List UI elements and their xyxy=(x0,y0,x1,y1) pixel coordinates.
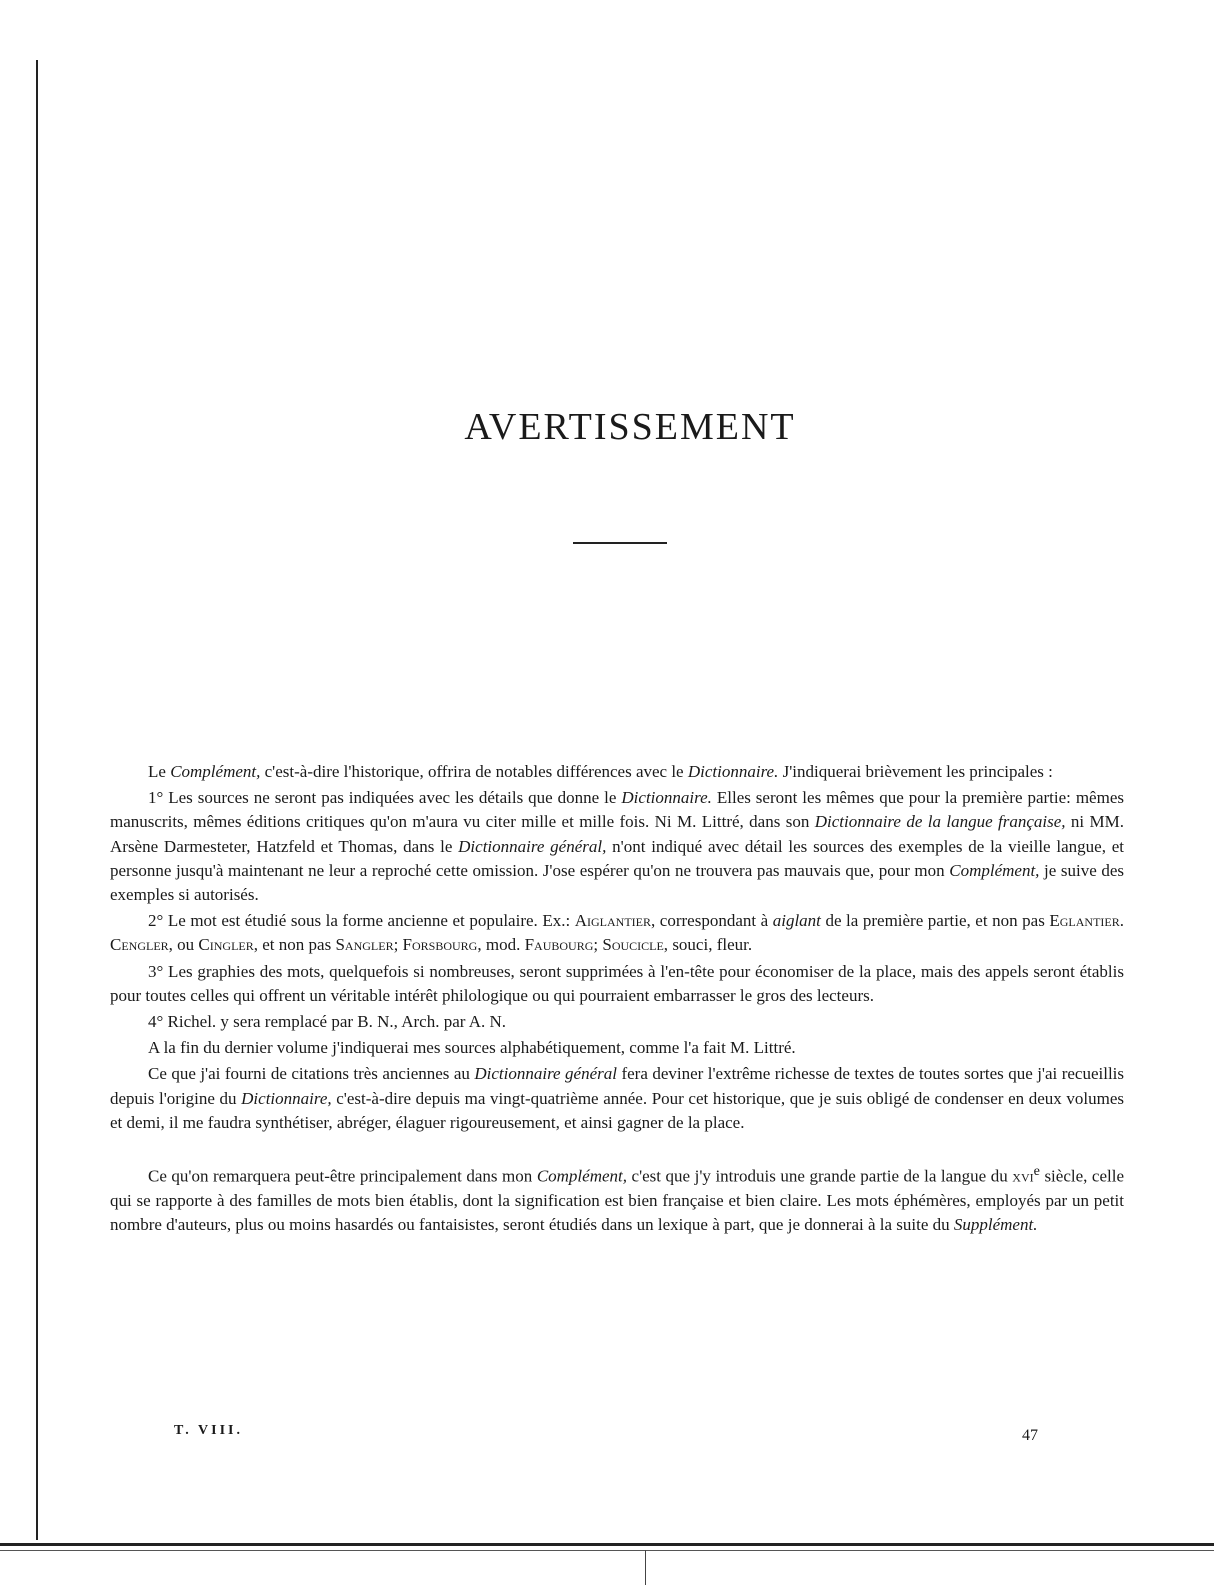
paragraph-1: 1° Les sources ne seront pas indiquées avec les détails que donne le Dictionnaire. Elles seront les mêmes que pour la première partie: mêmes manuscrits, mêmes éditions critiques qu'on m'aura vu citer mille et mille fois. Ni M. Littré, dans son Dictionnaire de la langue française, ni MM. Arsène Darmesteter, Hatzfeld et Thomas, dans le Dictionnaire général, n'ont indiqué avec détail les sources des exemples de la vieille langue, et personne jusqu'à maintenant ne leur a reproché cette omission. J'ose espérer qu'on ne trouvera pas mauvais que, pour mon Complément, je suive des exemples si autorisés. xyxy=(110,788,1124,905)
paragraph-7: Ce qu'on remarquera peut-être principalement dans mon Complément, c'est que j'y introduis une grande partie de la langue du xvi$^e$ siècle, celle qui se rapporte à des familles de mots bien établis, dont la signification est bien française et bien claire. Les mots éphémères, employés par un petit nombre d'auteurs, plus ou moins hasardés ou fantaisistes, seront étudiés dans un lexique à part, que je donnerai à la suite du Supplément. xyxy=(110,1163,1124,1235)
paragraph-5: A la fin du dernier volume j'indiquerai mes sources alphabétiquement, comme l'a fait M. Littré. xyxy=(148,1038,796,1058)
bottom-tick-mark xyxy=(645,1550,646,1585)
volume-signature: T. VIII. xyxy=(174,1423,244,1438)
left-margin-rule xyxy=(36,60,38,1540)
title-divider xyxy=(573,542,667,544)
bottom-rule xyxy=(0,1543,1214,1546)
paragraph-3: 3° Les graphies des mots, quelquefois si nombreuses, seront supprimées à l'en-tête pour économiser de la place, mais des appels seront établis pour toutes celles qui offrent un véritable intérêt philologique ou qui pourraient embarrasser le gros des lecteurs. xyxy=(110,961,1124,1005)
paragraph-4: 4° Richel. y sera remplacé par B. N., Arch. par A. N. xyxy=(148,1012,507,1032)
intro-paragraph: Le Complément, c'est-à-dire l'historique, offrira de notables différences avec le Dictionnaire. J'indiquerai brièvement les principales : xyxy=(148,762,1053,781)
bottom-rule-thin xyxy=(0,1550,1214,1551)
paragraph-6: Ce que j'ai fourni de citations très anciennes au Dictionnaire général fera deviner l'extrême richesse de textes de toutes sortes que j'ai recueillis depuis l'origine du Dictionnaire, c'est-à-dire depuis ma vingt-quatrième année. Pour cet historique, que je suis obligé de condenser en deux volumes et demi, il me faudra synthétiser, abréger, élaguer rigoureusement, et ainsi gagner de la place. xyxy=(110,1064,1124,1132)
page-title: AVERTISSEMENT xyxy=(464,406,796,449)
paragraph-2: 2° Le mot est étudié sous la forme ancienne et populaire. Ex.: Aiglantier, correspondant à aiglant de la première partie, et non pas Eglantier. Cengler, ou Cingler, et non pas Sangler; Forsbourg, mod. Faubourg; Soucicle, souci, fleur. xyxy=(110,911,1124,955)
body-text xyxy=(110,760,1124,1239)
page-number: 47 xyxy=(1022,1427,1038,1444)
